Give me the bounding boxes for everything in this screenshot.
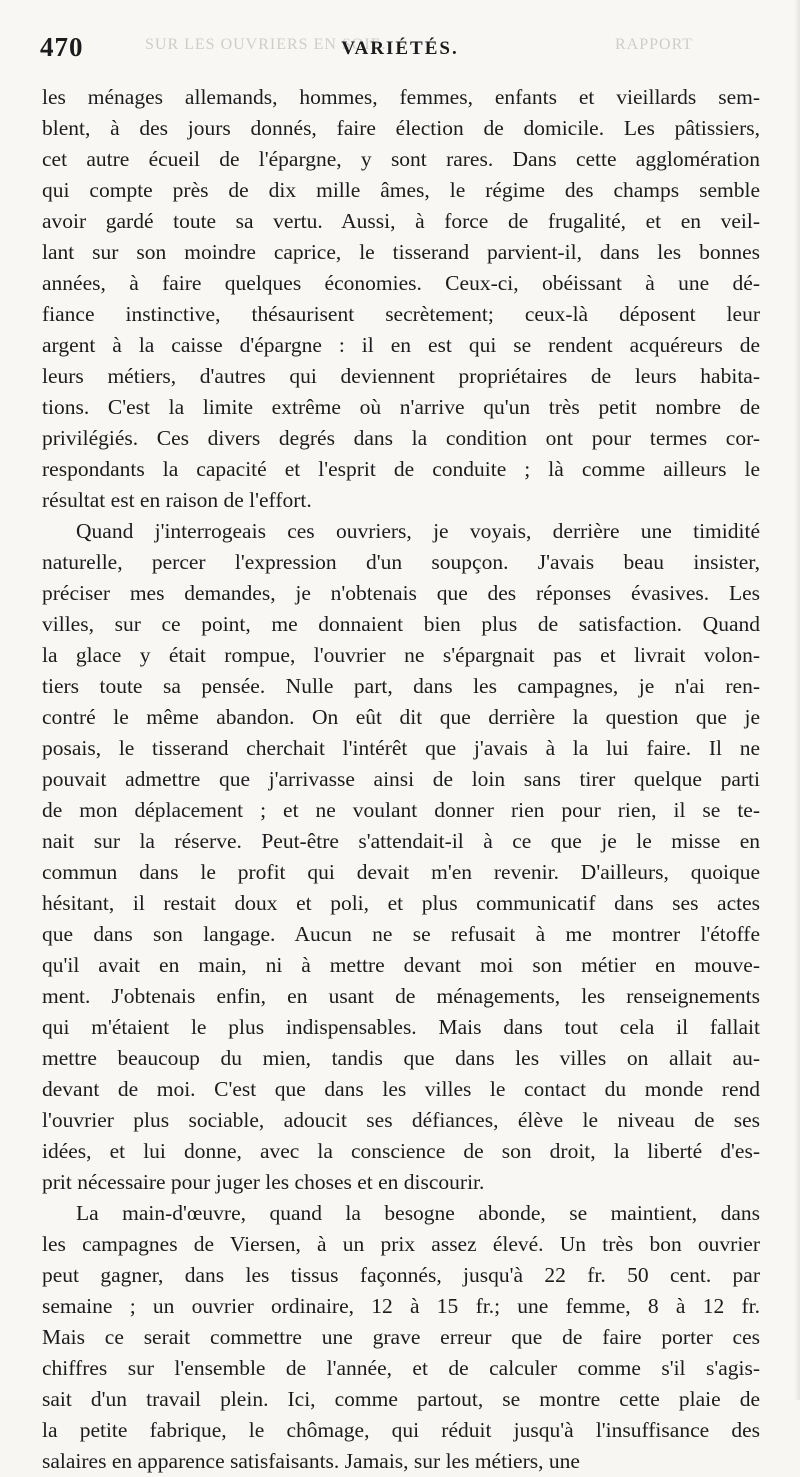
text-line: leurs métiers, d'autres qui deviennent propriétaires de leurs habita- (42, 364, 760, 388)
text-line: années, à faire quelques économies. Ceux-ci, obéissant à une dé- (42, 271, 760, 295)
text-line: blent, à des jours donnés, faire élection de domicile. Les pâtissiers, (42, 116, 760, 140)
text-line: la petite fabrique, le chômage, qui réduit jusqu'à l'insuffisance des (42, 1418, 760, 1442)
text-line: les campagnes de Viersen, à un prix assez élevé. Un très bon ouvrier (42, 1232, 760, 1256)
text-line: sait d'un travail plein. Ici, comme partout, se montre cette plaie de (42, 1387, 760, 1411)
text-line: cet autre écueil de l'épargne, y sont rares. Dans cette agglomération (42, 147, 760, 171)
body-text (42, 82, 760, 1477)
text-line: La main-d'œuvre, quand la besogne abonde, se maintient, dans (76, 1201, 760, 1225)
text-line: la glace y était rompue, l'ouvrier ne s'épargnait pas et livrait volon- (42, 643, 760, 667)
text-line: argent à la caisse d'épargne : il en est qui se rendent acquéreurs de (42, 333, 760, 357)
text-line: posais, le tisserand cherchait l'intérêt que j'avais à la lui faire. Il ne (42, 736, 760, 760)
text-line: résultat est en raison de l'effort. (42, 488, 312, 512)
text-line: semaine ; un ouvrier ordinaire, 12 à 15 fr.; une femme, 8 à 12 fr. (42, 1294, 760, 1318)
paragraph (42, 516, 760, 1198)
text-line: prit nécessaire pour juger les choses et en discourir. (42, 1170, 485, 1194)
text-line: lant sur son moindre caprice, le tisserand parvient-il, dans les bonnes (42, 240, 760, 264)
text-line: nait sur la réserve. Peut-être s'attendait-il à ce que je le misse en (42, 829, 760, 853)
text-line: que dans son langage. Aucun ne se refusait à me montrer l'étoffe (42, 922, 760, 946)
text-line: Quand j'interrogeais ces ouvriers, je voyais, derrière une timidité (76, 519, 760, 543)
text-line: de mon déplacement ; et ne voulant donner rien pour rien, il se te- (42, 798, 760, 822)
text-line: qui m'étaient le plus indispensables. Mais dans tout cela il fallait (42, 1015, 760, 1039)
text-line: ment. J'obtenais enfin, en usant de ménagements, les renseignements (42, 984, 760, 1008)
text-line: avoir gardé toute sa vertu. Aussi, à force de frugalité, et en veil- (42, 209, 760, 233)
bleed-through-text: RAPPORT (615, 36, 694, 53)
text-line: tions. C'est la limite extrême où n'arrive qu'un très petit nombre de (42, 395, 760, 419)
page-number: 470 (40, 32, 84, 62)
text-line: devant de moi. C'est que dans les villes le contact du monde rend (42, 1077, 760, 1101)
text-line: mettre beaucoup du mien, tandis que dans les villes on allait au- (42, 1046, 760, 1070)
text-line: naturelle, percer l'expression d'un soupçon. J'avais beau insister, (42, 550, 760, 574)
text-line: qu'il avait en main, ni à mettre devant moi son métier en mouve- (42, 953, 760, 977)
text-line: hésitant, il restait doux et poli, et plus communicatif dans ses actes (42, 891, 760, 915)
running-head: VARIÉTÉS. (341, 38, 459, 59)
text-line: chiffres sur l'ensemble de l'année, et de calculer comme s'il s'agis- (42, 1356, 760, 1380)
text-line: privilégiés. Ces divers degrés dans la condition ont pour termes cor- (42, 426, 760, 450)
page-edge-shadow (794, 0, 800, 1400)
text-line: villes, sur ce point, me donnaient bien plus de satisfaction. Quand (42, 612, 760, 636)
text-line: respondants la capacité et l'esprit de conduite ; là comme ailleurs le (42, 457, 760, 481)
paragraph (42, 82, 760, 516)
text-line: fiance instinctive, thésaurisent secrètement; ceux-là déposent leur (42, 302, 760, 326)
text-line: pouvait admettre que j'arrivasse ainsi de loin sans tirer quelque parti (42, 767, 760, 791)
text-line: préciser mes demandes, je n'obtenais que des réponses évasives. Les (42, 581, 760, 605)
text-line: commun dans le profit qui devait m'en revenir. D'ailleurs, quoique (42, 860, 760, 884)
text-line: salaires en apparence satisfaisants. Jamais, sur les métiers, une (42, 1449, 580, 1473)
text-line: idées, et lui donne, avec la conscience de son droit, la liberté d'es- (42, 1139, 760, 1163)
text-line: Mais ce serait commettre une grave erreur que de faire porter ces (42, 1325, 760, 1349)
text-line: l'ouvrier plus sociable, adoucit ses défiances, élève le niveau de ses (42, 1108, 760, 1132)
text-line: les ménages allemands, hommes, femmes, enfants et vieillards sem- (42, 85, 760, 109)
text-line: peut gagner, dans les tissus façonnés, jusqu'à 22 fr. 50 cent. par (42, 1263, 760, 1287)
bleed-through-text: SUR LES OUVRIERS EN SOIE. (145, 36, 387, 53)
text-line: contré le même abandon. On eût dit que derrière la question que je (42, 705, 760, 729)
paragraph (42, 1198, 760, 1477)
text-line: qui compte près de dix mille âmes, le régime des champs semble (42, 178, 760, 202)
text-line: tiers toute sa pensée. Nulle part, dans les campagnes, je n'ai ren- (42, 674, 760, 698)
